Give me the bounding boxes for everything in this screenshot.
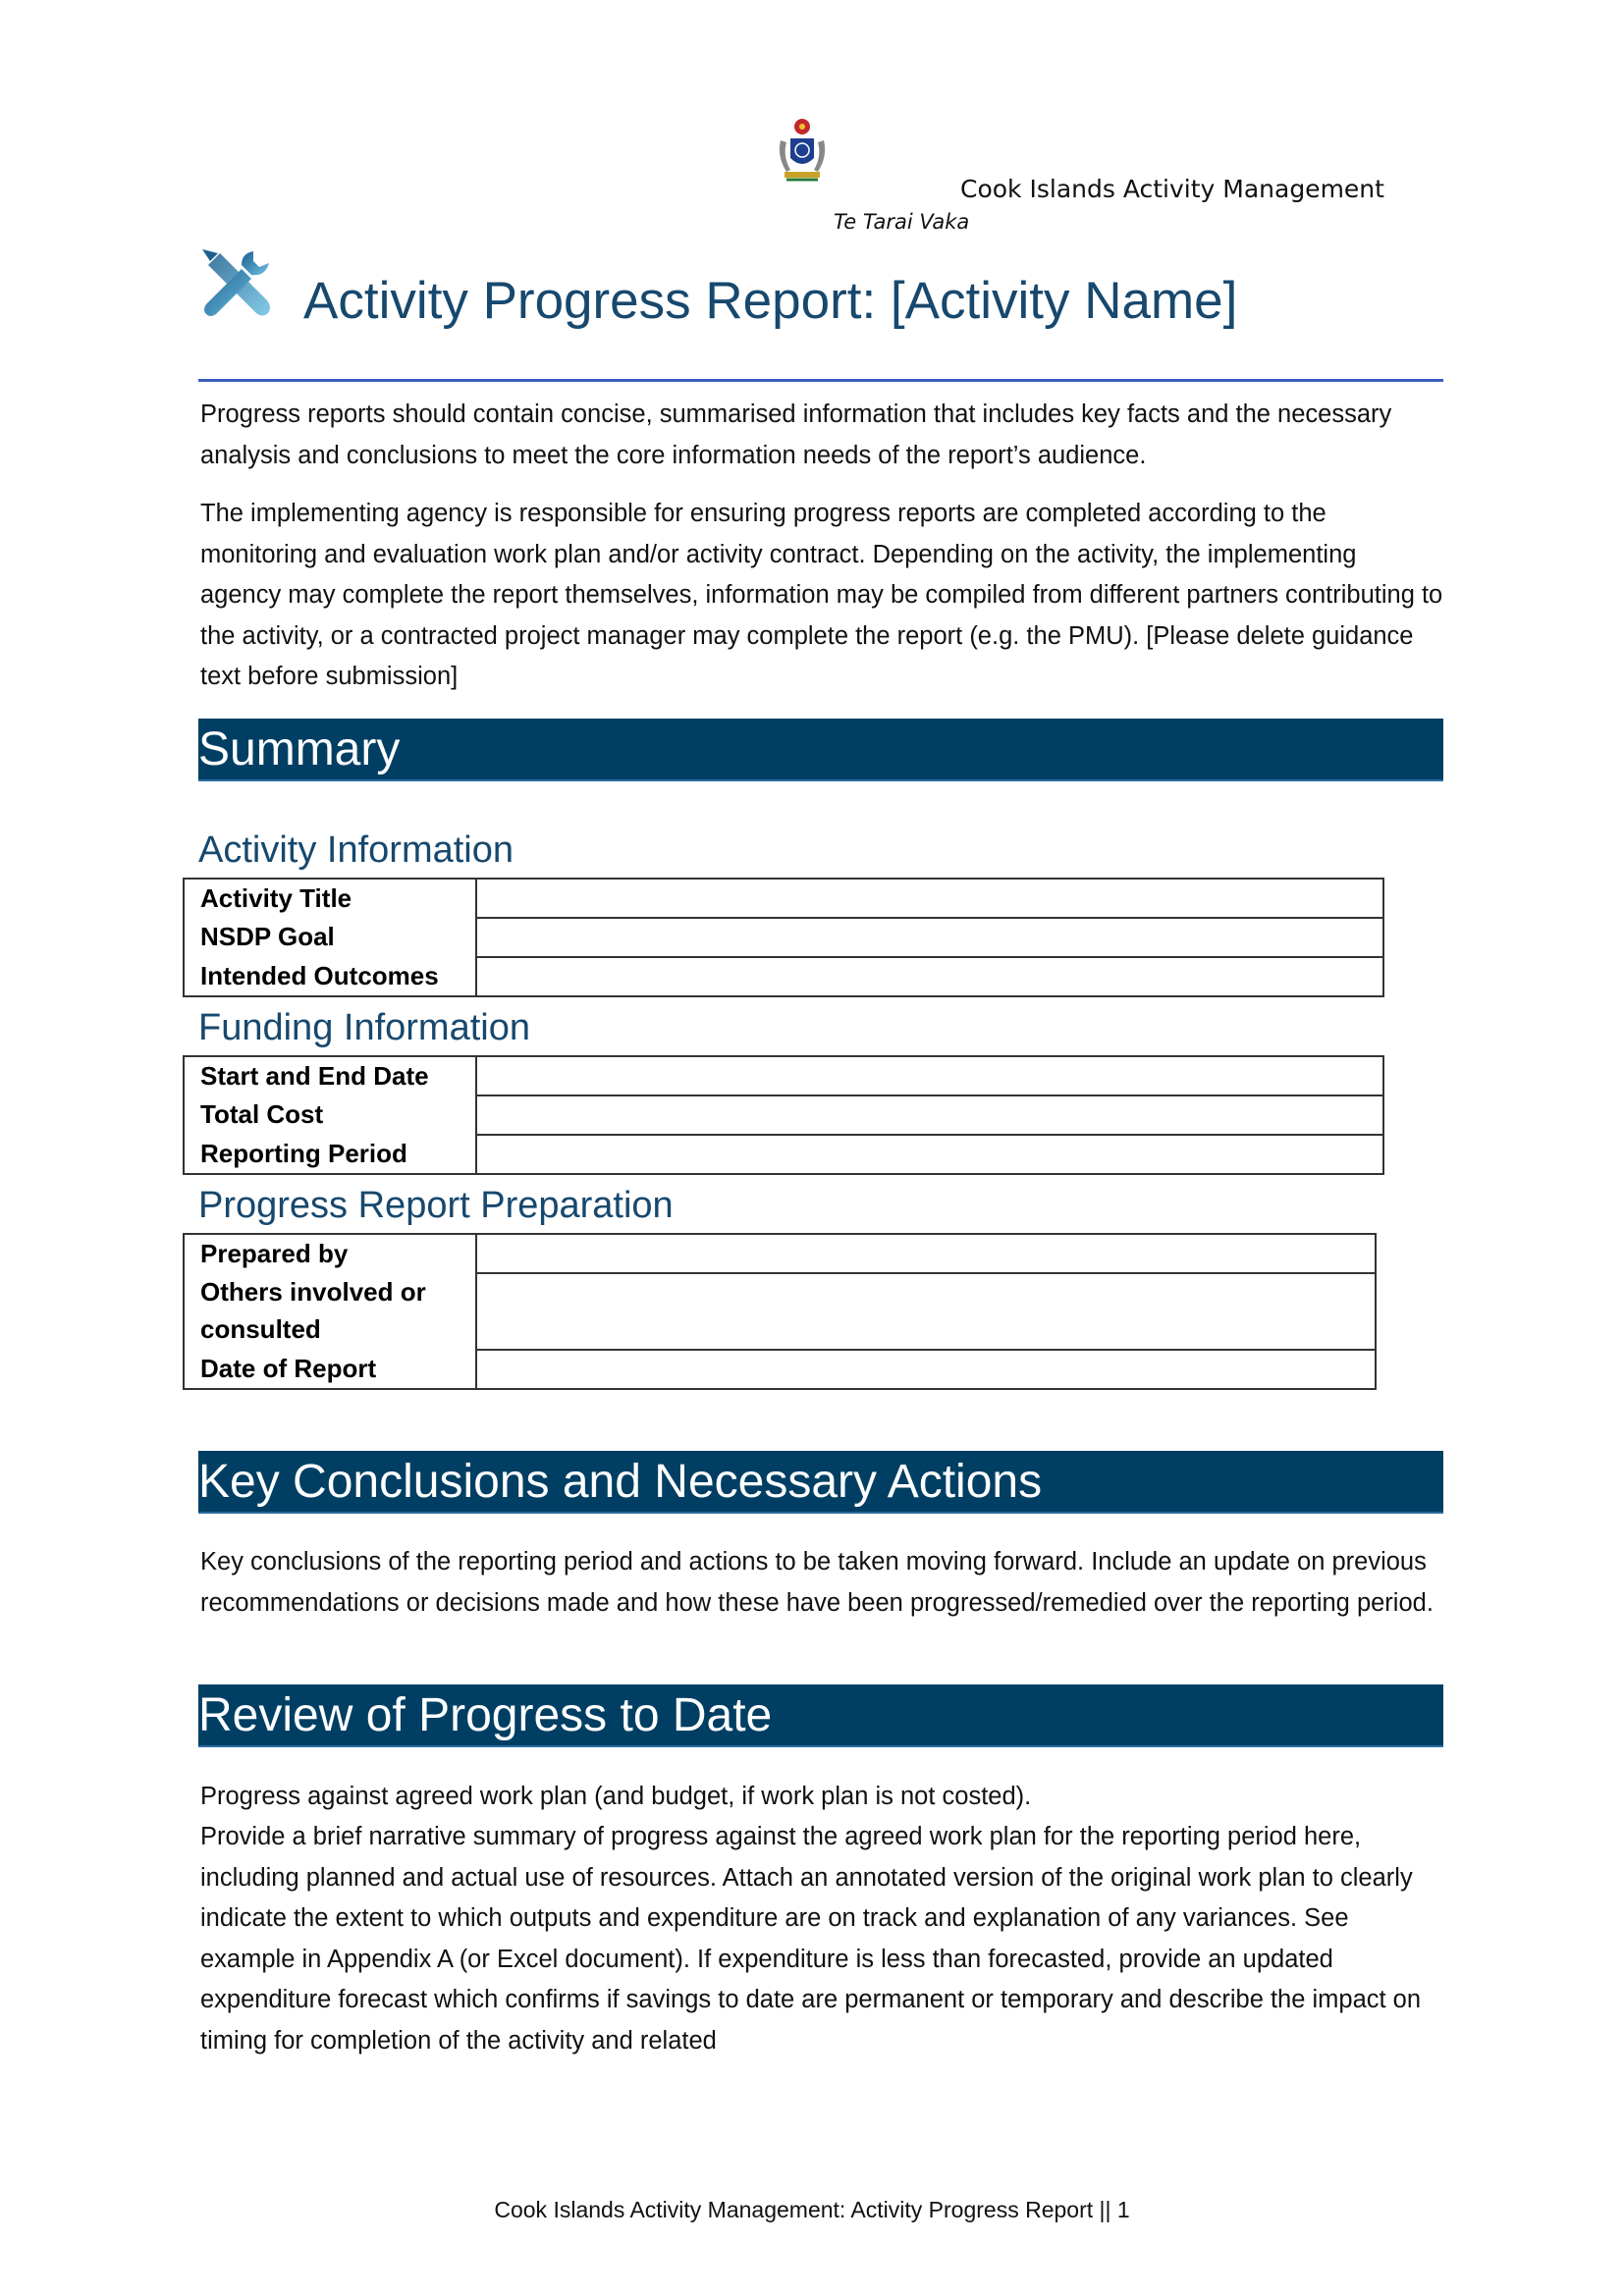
date-of-report-field[interactable] xyxy=(476,1350,1376,1389)
title-divider xyxy=(198,379,1443,382)
reporting-period-field[interactable] xyxy=(476,1135,1383,1174)
row-label: Total Cost xyxy=(184,1095,476,1135)
section-heading-review-of-progress: Review of Progress to Date xyxy=(198,1684,1443,1747)
nsdp-goal-field[interactable] xyxy=(476,918,1383,957)
row-label: Others involved or consulted xyxy=(184,1273,476,1350)
table-row xyxy=(184,1056,1383,1095)
row-label: NSDP Goal xyxy=(184,918,476,957)
intended-outcomes-field[interactable] xyxy=(476,957,1383,996)
subheading-activity-information: Activity Information xyxy=(198,829,514,871)
table-row xyxy=(184,1135,1383,1174)
subheading-funding-information: Funding Information xyxy=(198,1007,530,1048)
header-subtitle: Te Tarai Vaka xyxy=(834,210,970,234)
review-intro-line: Progress against agreed work plan (and budget, if work plan is not costed). xyxy=(200,1783,1032,1810)
report-preparation-table xyxy=(183,1233,1377,1390)
activity-title-field[interactable] xyxy=(476,879,1383,918)
prepared-by-field[interactable] xyxy=(476,1234,1376,1273)
page-footer: Cook Islands Activity Management: Activity Progress Report || 1 xyxy=(494,2197,1130,2222)
row-label: Start and End Date xyxy=(184,1056,476,1095)
intro-paragraph-2: The implementing agency is responsible for ensuring progress reports are completed according to the monitoring and evaluation work plan and/or activity contract. Depending on the activity, the implementing agency may complete the report themselves, information may be compiled from different partners contributing to the activity, or a contracted project manager may complete the report (e.g. the PMU). [Please delete guidance text before submission] xyxy=(200,500,1443,690)
row-label: Prepared by xyxy=(184,1234,476,1273)
table-row xyxy=(184,957,1383,996)
header-org-name: Cook Islands Activity Management xyxy=(960,175,1384,203)
table-row xyxy=(184,1095,1383,1135)
section-heading-summary: Summary xyxy=(198,719,1443,781)
intro-paragraph-1: Progress reports should contain concise, summarised information that includes key facts and the necessary analysis and conclusions to meet the core information needs of the report’s audience. xyxy=(200,400,1392,469)
row-label: Date of Report xyxy=(184,1350,476,1389)
table-row xyxy=(184,918,1383,957)
review-narrative-text: Provide a brief narrative summary of progress against the agreed work plan for the reporting period here, including planned and actual use of resources. Attach an annotated version of the original work plan to clearly indicate the extent to which outputs and expenditure are on track and explanation of any variances. See example in Appendix A (or Excel document). If expenditure is less than forecasted, provide an updated expenditure forecast which confirms if savings to date are permanent or temporary and describe the impact on timing for completion of the activity and related xyxy=(200,1823,1422,2055)
others-consulted-field[interactable] xyxy=(476,1273,1376,1350)
row-label: Reporting Period xyxy=(184,1135,476,1174)
table-row xyxy=(184,1234,1376,1273)
key-conclusions-text: Key conclusions of the reporting period and actions to be taken moving forward. Include an update on previous recommendations or decisions made and how these have been progressed/remedied over the reporting period. xyxy=(200,1548,1434,1617)
row-label: Activity Title xyxy=(184,879,476,918)
crest-icon xyxy=(773,113,832,184)
page-title: Activity Progress Report: [Activity Name] xyxy=(303,272,1238,330)
subheading-progress-report-preparation: Progress Report Preparation xyxy=(198,1185,674,1226)
table-row xyxy=(184,879,1383,918)
funding-information-table xyxy=(183,1055,1384,1175)
table-row xyxy=(184,1273,1376,1350)
tools-icon xyxy=(196,243,277,324)
start-end-date-field[interactable] xyxy=(476,1056,1383,1095)
section-heading-key-conclusions: Key Conclusions and Necessary Actions xyxy=(198,1451,1443,1514)
row-label: Intended Outcomes xyxy=(184,957,476,996)
activity-information-table xyxy=(183,878,1384,997)
table-row xyxy=(184,1350,1376,1389)
total-cost-field[interactable] xyxy=(476,1095,1383,1135)
